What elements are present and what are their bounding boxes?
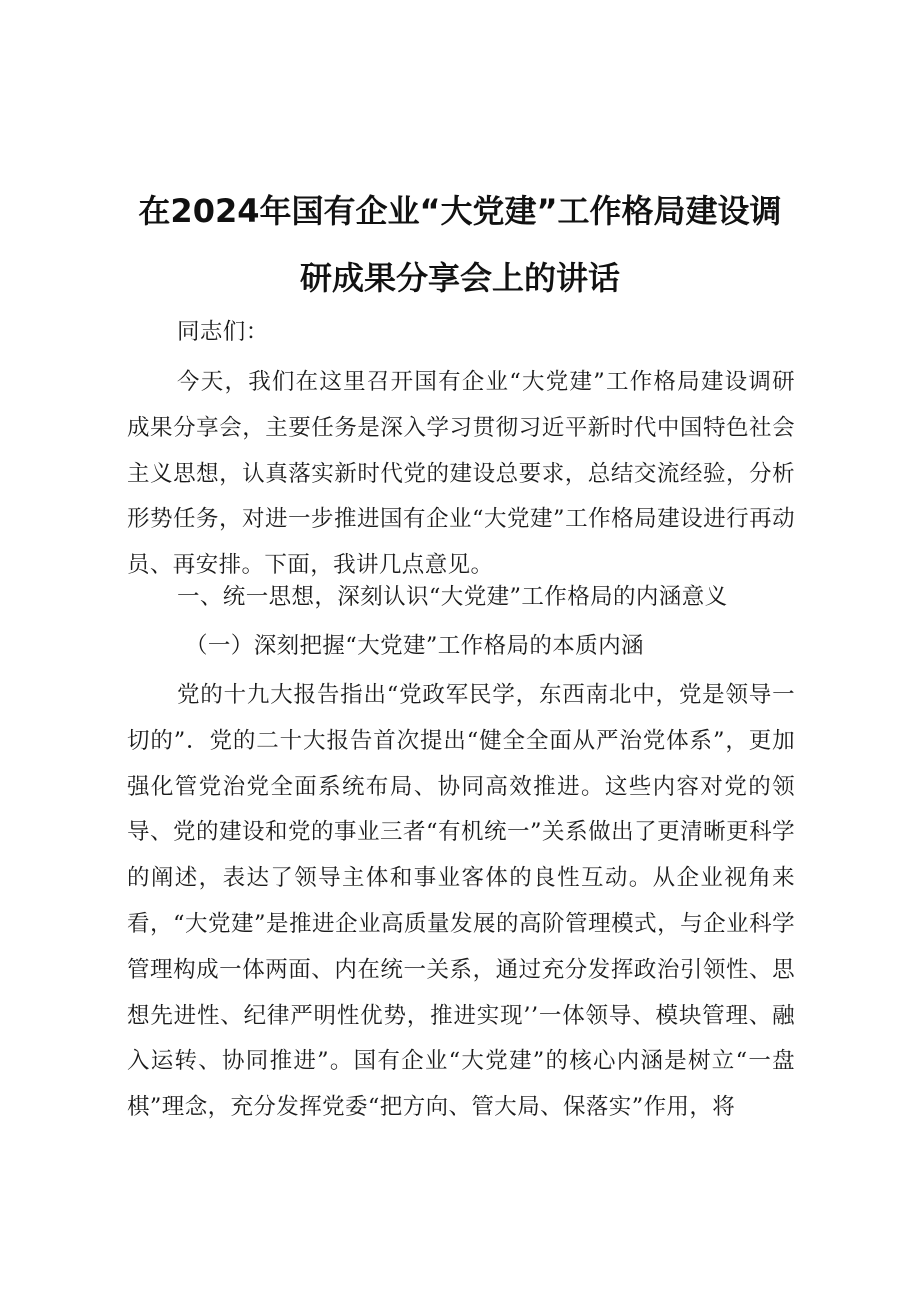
document-title-line-2: 研成果分享会上的讲话: [299, 259, 620, 297]
paragraph-intro: 今天，我们在这里召开国有企业“大党建”工作格局建设调研成果分享会，主要任务是深入学习贯彻习近平新时代中国特色社会主义思想，认真落实新时代党的建设总要求，总结交流经验，分析形势任务，对进一步推进国有企业“大党建”工作格局建设进行再动员、再安排。下面，我讲几点意见。: [127, 369, 795, 579]
salutation: 同志们：: [177, 319, 269, 345]
paragraph-body: 党的十九大报告指出“党政军民学，东西南北中，党是领导一切的”．党的二十大报告首次提出“健全全面从严治党体系”，更加强化管党治党全面系统布局、协同高效推进。这些内容对党的领导、党的建设和党的事业三者“有机统一”关系做出了更清晰更科学的阐述，表达了领导主体和事业客体的良性互动。从企业视角来看，“大党建”是推进企业高质量发展的高阶管理模式，与企业科学管理构成一体两面、内在统一关系，通过充分发挥政治引领性、思想先进性、纪律严明性优势，推进实现’’一体领导、模块管理、融入运转、协同推进”。国有企业“大党建”的核心内涵是树立“一盘棋”理念，充分发挥党委“把方向、管大局、保落实”作用，将: [127, 682, 795, 1121]
section-heading-1: 一、统一思想，深刻认识“大党建”工作格局的内涵意义: [177, 584, 728, 610]
subsection-heading-1: （一）深刻把握“大党建”工作格局的本质内涵: [185, 633, 644, 659]
document-title-line-1: 在2024年国有企业“大党建”工作格局建设调: [138, 192, 782, 230]
